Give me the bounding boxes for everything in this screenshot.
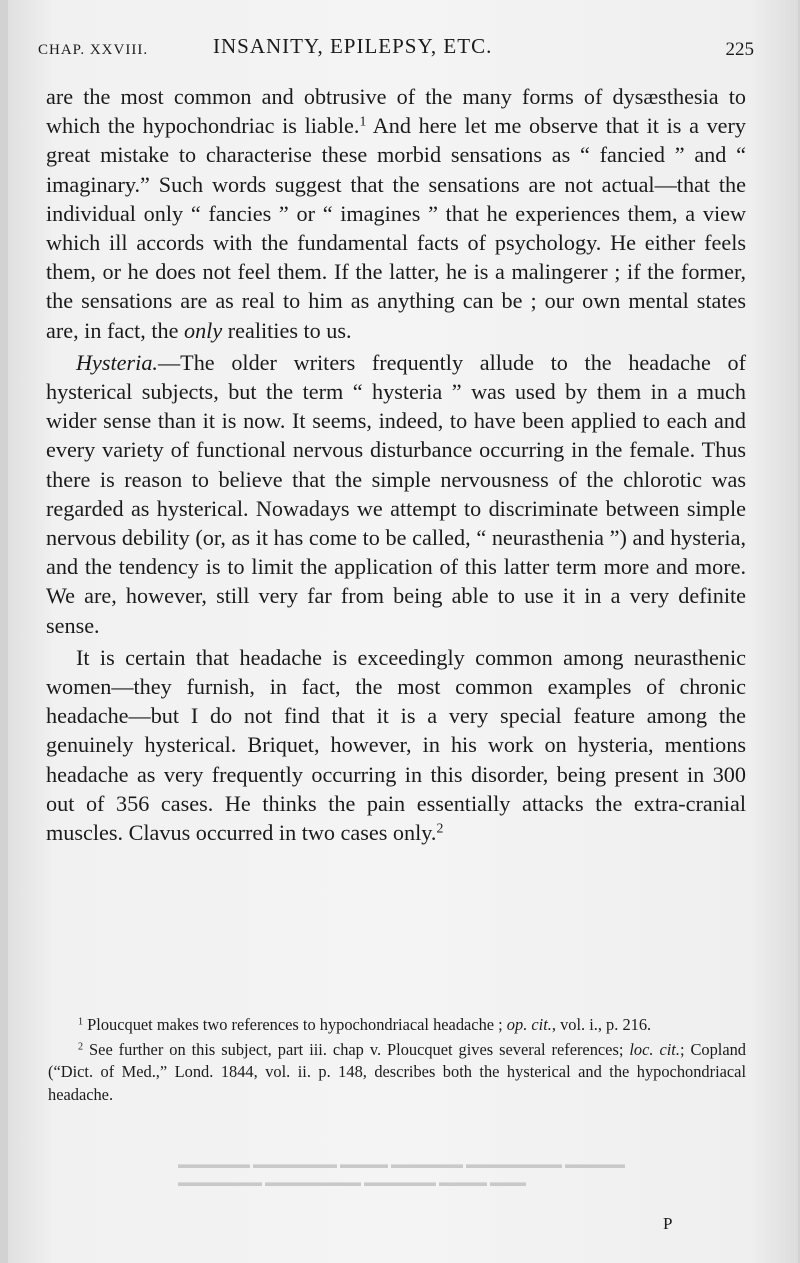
text-run: And here let me observe that it is a very great mistake to characterise these morbid sensations as “ fancied ” and “ imaginary.” Such words suggest that the sensations are not actual—that the individual only “ fancies ” or “ imagines ” that he experiences them, a view which ill accords with the fundamental facts of psychology. He either feels them, or he does not feel them. If the latter, he is a malingerer ; if the former, the sensations are as real to him as anything can be ; our own mental states are, in fact, the bbox=[46, 113, 746, 343]
text-run: ; Copland (“Dict. of Med.,” Lond. 1844, vol. ii. p. 148, describes both the hysterical and the hypochondriacal headache. bbox=[48, 1039, 747, 1104]
body-text bbox=[46, 82, 746, 847]
running-title: INSANITY, EPILEPSY, ETC. bbox=[213, 34, 493, 58]
page-number: 225 bbox=[725, 39, 754, 60]
signature-mark: P bbox=[663, 1214, 673, 1233]
paragraph bbox=[46, 643, 746, 847]
chapter-label: CHAP. XXVIII. bbox=[38, 42, 149, 58]
book-page bbox=[8, 0, 798, 1263]
footnote-marker: 1 bbox=[359, 113, 367, 129]
italic-text: op. cit. bbox=[506, 1015, 552, 1034]
text-run: are the most common and obtrusive of the many forms of dysæsthesia to which the hypochondriac is liable. bbox=[46, 84, 746, 139]
bleed-through-texture: ▬▬▬▬▬▬ ▬▬▬▬▬▬▬ ▬▬▬▬ ▬▬▬▬▬▬ ▬▬▬▬▬▬▬▬ ▬▬▬▬▬ ▬▬▬▬▬▬▬ ▬▬▬▬▬▬▬▬ ▬▬▬▬▬▬ ▬▬▬▬ ▬▬▬ bbox=[178, 1157, 625, 1189]
text-run: Ploucquet makes two references to hypochondriacal headache ; bbox=[83, 1015, 507, 1034]
text-run: See further on this subject, part iii. chap v. Ploucquet gives several references; bbox=[83, 1039, 630, 1059]
text-run: realities to us. bbox=[222, 317, 352, 343]
paragraph bbox=[46, 82, 746, 345]
footnote-marker: 2 bbox=[78, 1040, 84, 1052]
footnote bbox=[48, 1039, 746, 1107]
footnote-marker: 2 bbox=[436, 820, 444, 836]
paragraph-hysteria bbox=[46, 348, 746, 640]
footnote bbox=[48, 1014, 746, 1037]
running-head bbox=[38, 34, 754, 62]
text-run: It is certain that headache is exceedingly common among neurasthenic women—they furnish, in fact, the most common examples of chronic headache—but I do not find that it is a very special feature among the genuinely hysterical. Briquet, however, in his work on hysteria, mentions headache as very frequently occurring in this disorder, being present in 300 out of 356 cases. He thinks the pain essentially attacks the extra-cranial muscles. Clavus occurred in two cases only. bbox=[46, 644, 746, 846]
footnotes bbox=[48, 1014, 746, 1106]
italic-text: only bbox=[183, 317, 223, 343]
text-run: —The older writers frequently allude to the headache of hysterical subjects, but the term “ hysteria ” was used by them in a much wider sense than it is now. It seems, indeed, to have been applied to each and every variety of functional nervous disturbance occurring in the female. Thus there is reason to believe that the simple nervousness of the chlorotic was regarded as hysterical. Nowadays we attempt to discriminate between simple nervous debility (or, as it has come to be called, “ neurasthenia ”) and hysteria, and the tendency is to limit the application of this latter term more and more. We are, however, still very far from being able to use it in a very definite sense. bbox=[46, 349, 746, 638]
italic-text: Hysteria. bbox=[76, 349, 158, 375]
text-run: , vol. i., p. 216. bbox=[551, 1015, 652, 1034]
footnote-marker: 1 bbox=[78, 1016, 84, 1028]
italic-text: loc. cit. bbox=[629, 1039, 680, 1059]
